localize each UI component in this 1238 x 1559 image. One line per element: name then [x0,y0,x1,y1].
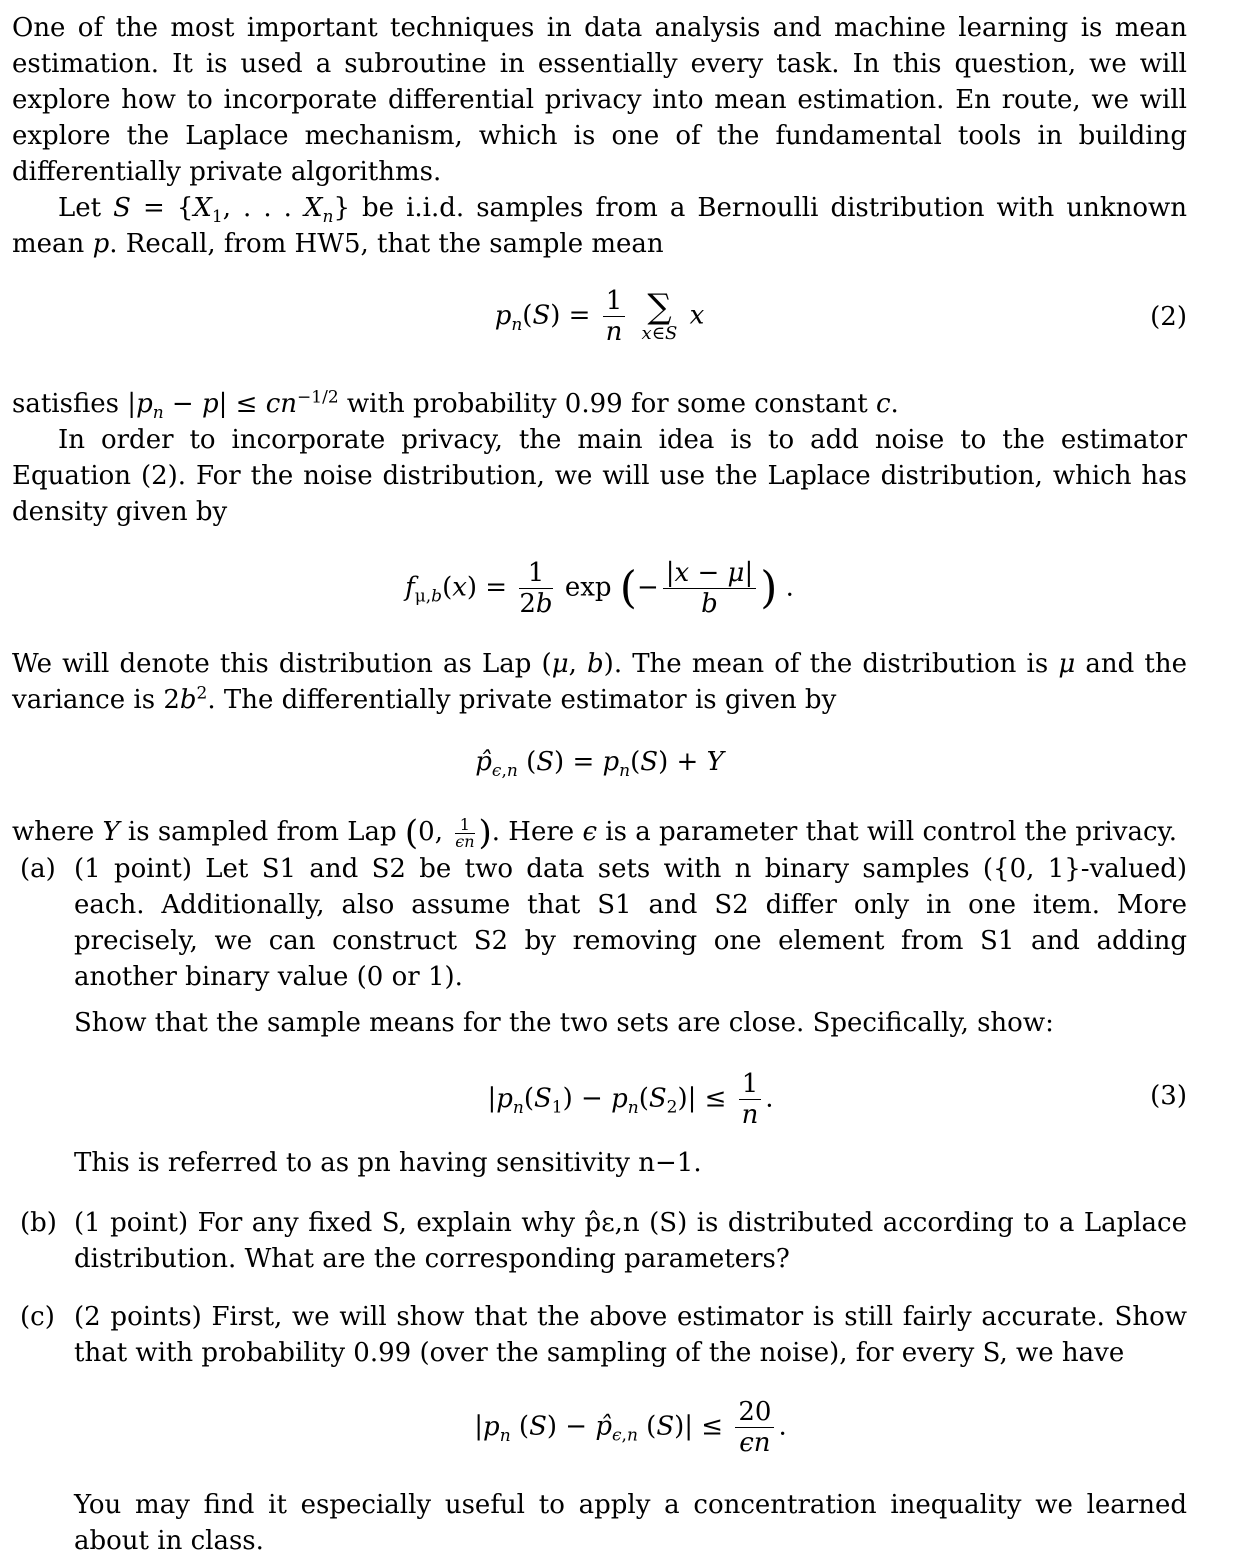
equation-2: $p_n(S)$ = $\frac{1}{n}$ ∑ x∈S x (2) [494,286,1187,347]
question-a [12,851,1187,1181]
sample-mean-paragraph: Let $S = \{X_1$, . . . $X_n$} be i.i.d. samples from a Bernoulli distribution with unknown mean p. Recall, from HW5, that the sample mean [12,193,1187,259]
noise-parameter-paragraph: where Y is sampled from Lap (0, $\frac{1}{\epsilon n}$ ). Here ϵ is a parameter that will control the privacy. [12,813,1178,853]
question-a-text: (1 point) Let S1 and S2 be two data sets with n binary samples ({0, 1}-valued) each. Additionally, also assume that S1 and S2 differ only in one item. More precisely, we can construct S2 by removing one element from S1 and adding another binary value (0 or 1). [74,854,1187,992]
equation-3: $|p_n(S_1) - p_n(S_2)|$ ≤ $\frac{1}{n}$ . (3) [487,1069,1187,1130]
sensitivity-note: This is referred to as pn having sensitivity n−1. [74,1148,702,1178]
question-c [12,1299,1187,1559]
concentration-paragraph: satisfies $|p_n - p| \le cn^{-1/2}$ with probability 0.99 for some constant c. [12,387,899,424]
problem-page [12,10,1187,1559]
question-label: (c) [20,1302,55,1332]
question-b [12,1205,1187,1277]
equation-number: (3) [1150,1081,1187,1111]
question-a-instruction: Show that the sample means for the two sets are close. Specifically, show: [74,1008,1054,1038]
question-list [12,851,1187,1559]
intro-paragraph: One of the most important techniques in data analysis and machine learning is mean estimation. It is used a subroutine in essentially every task. In this question, we will explore how to incorporate differential privacy into mean estimation. En route, we will explore the Laplace mechanism, which is one of the fundamental tools in building differentially private algorithms. [12,13,1187,187]
question-c-hint: You may find it especially useful to apply a concentration inequality we learned about in class. [74,1490,1187,1556]
equation-number: (2) [1150,302,1187,332]
private-estimator-equation: $p̂_{\epsilon,n}$ $(S) = p_n(S) + Y$ [475,747,724,782]
question-c-text: (2 points) First, we will show that the above estimator is still fairly accurate. Show that with probability 0.99 (over the sampling of the noise), for every S, we have [74,1302,1187,1368]
accuracy-equation: $|p_n$ $(S) - p̂_{\epsilon,n}$ (S)| ≤ $\frac{20}{\epsilon n}$ . [474,1397,787,1458]
question-label: (a) [20,854,56,884]
laplace-density-equation: $f_{\mu,b}(x)$ = $\frac{1}{2b}$ exp (− $\frac{|x - \mu|}{b}$ ) . [405,558,794,619]
question-b-text: (1 point) For any fixed S, explain why p̂ε,n (S) is distributed according to a Laplace distribution. What are the corresponding parameters? [74,1208,1187,1274]
question-label: (b) [20,1208,57,1238]
laplace-definition-paragraph: We will denote this distribution as Lap (μ, b). The mean of the distribution is μ and the variance is $2b^2$. The differentially private estimator is given by [12,649,1188,715]
noise-paragraph: In order to incorporate privacy, the main idea is to add noise to the estimator Equation (2). For the noise distribution, we will use the Laplace distribution, which has density given by [12,425,1187,527]
